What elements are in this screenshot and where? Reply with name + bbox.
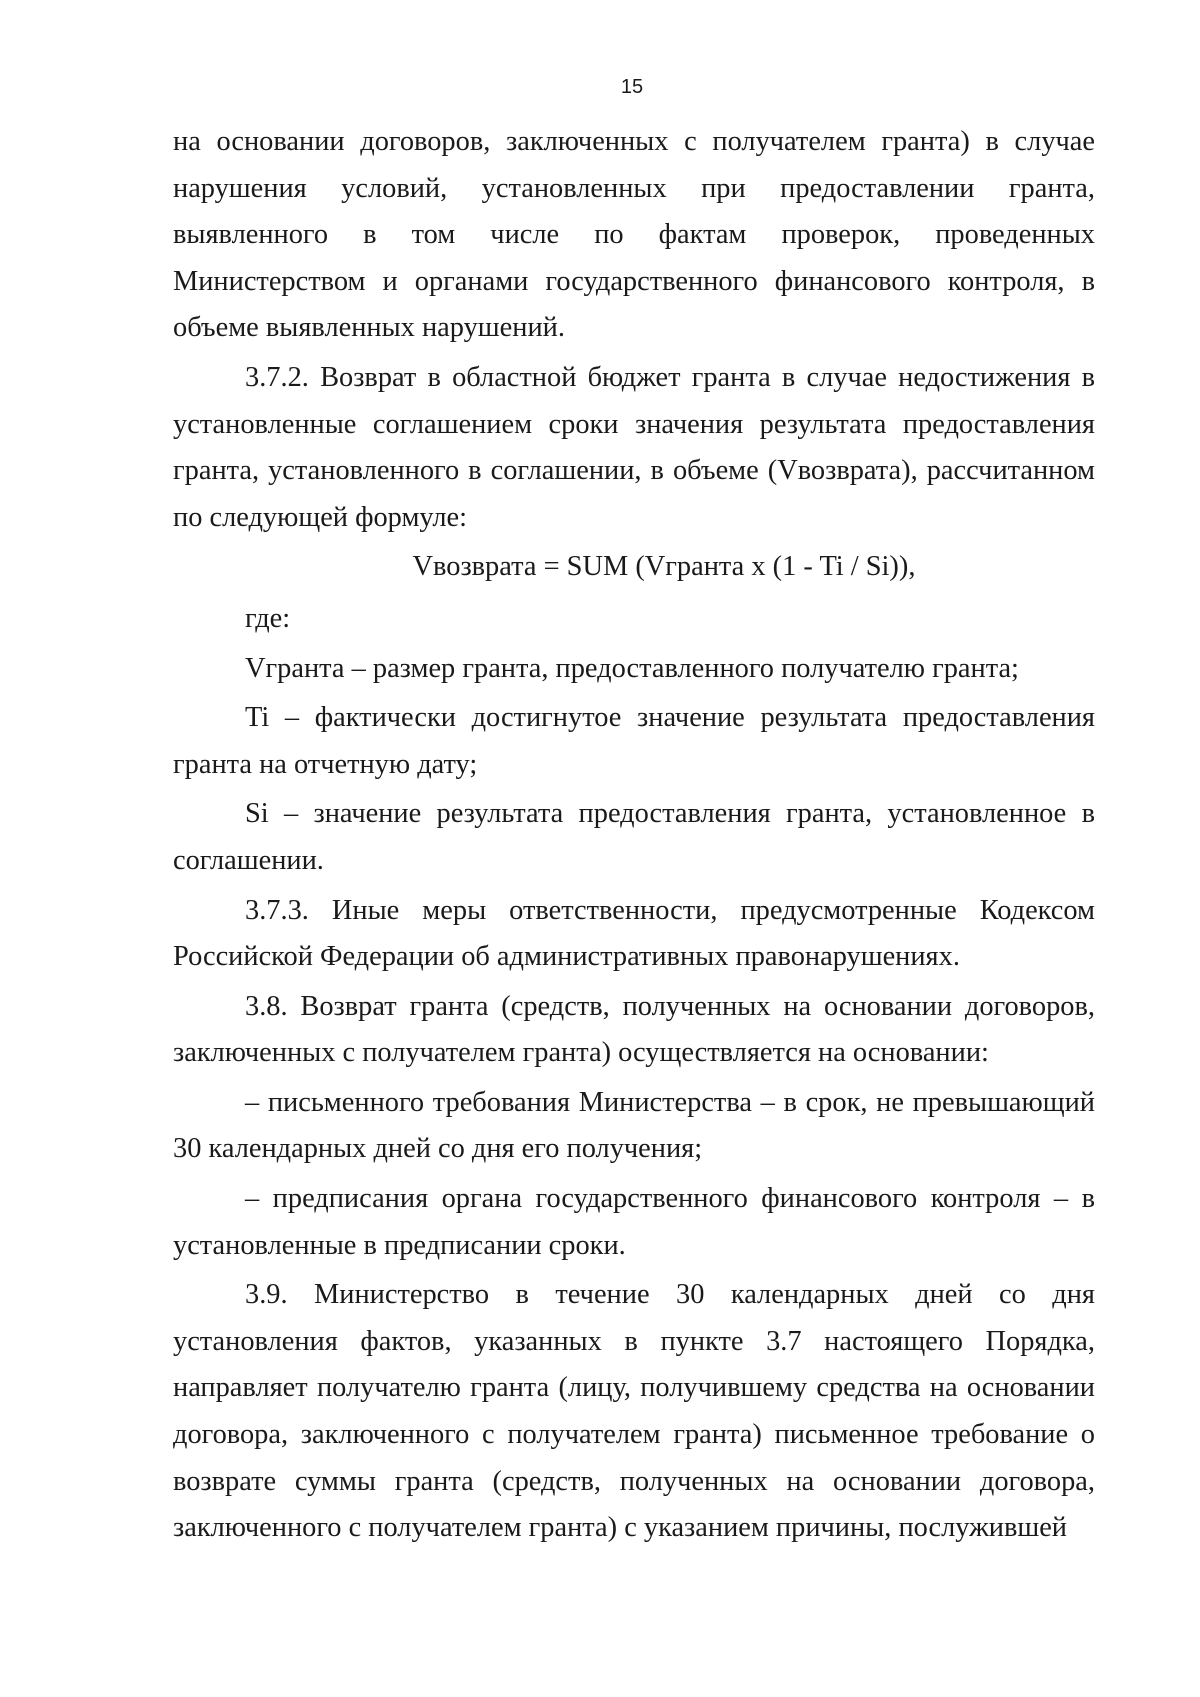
paragraph-3-8-item-a: – письменного требования Министерства – в срок, не превышающий 30 календарных дней со дня его получения; — [173, 1086, 1095, 1165]
definition-ti: Ti – фактически достигнутое значение результата предоставления гранта на отчетную дату; — [173, 702, 1095, 780]
paragraph-continuation: на основании договоров, заключенных с получателем гранта) в случае нарушения условий, установленных при предоставлении гранта, выявленного в том числе по фактам проверок, проведенных Министерством и органами государственного финансового контроля, в объеме выявленных нарушений. — [173, 126, 1095, 344]
paragraph-3-8: 3.8. Возврат гранта (средств, полученных на основании договоров, заключенных с получателем гранта) осуществляется на основании: — [173, 990, 1095, 1069]
definition-vgranta: Vгранта – размер гранта, предоставленного получателю гранта; — [245, 652, 1019, 684]
paragraph-3-8-item-b: – предписания органа государственного финансового контроля – в установленные в предписании сроки. — [173, 1183, 1095, 1261]
formula: Vвозврата = SUM (Vгранта x (1 - Ti / Si)), — [412, 551, 916, 583]
paragraph-3-7-3: 3.7.3. Иные меры ответственности, предусмотренные Кодексом Российской Федерации об административных правонарушениях. — [173, 894, 1095, 973]
paragraph-3-9: 3.9. Министерство в течение 30 календарных дней со дня установления фактов, указанных в пункте 3.7 настоящего Порядка, направляет получателю гранта (лицу, получившему средства на основании договора, заключенного с получателем гранта) письменное требование о возврате суммы гранта (средств, полученных на основании договора, заключенного с получателем гранта) с указанием причины, послужившей — [173, 1279, 1095, 1544]
paragraph-3-7-2: 3.7.2. Возврат в областной бюджет гранта в случае недостижения в установленные соглашением сроки значения результата предоставления гранта, установленного в соглашении, в объеме (Vвозврата), рассчитанном по следующей формуле: — [173, 361, 1095, 533]
paragraph-where: где: — [245, 602, 291, 634]
page-number: 15 — [620, 76, 644, 98]
definition-si: Si – значение результата предоставления гранта, установленное в соглашении. — [173, 798, 1095, 876]
document-body — [173, 119, 1095, 1552]
